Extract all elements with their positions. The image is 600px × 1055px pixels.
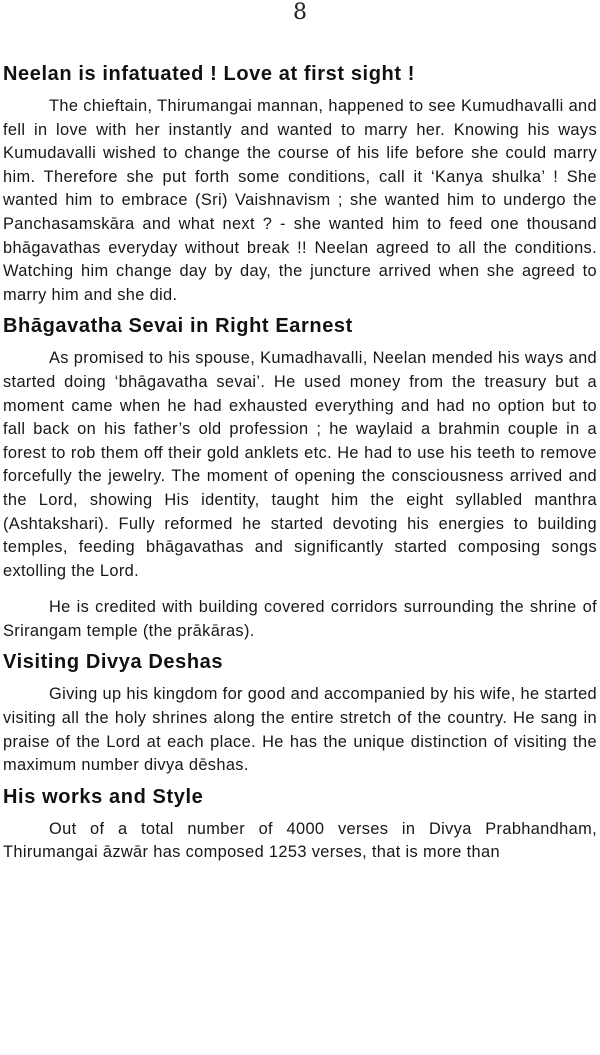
section-heading-bhagavatha-sevai: Bhāgavatha Sevai in Right Earnest	[3, 315, 353, 338]
paragraph-works-and-style: Out of a total number of 4000 verses in Divya Prabhandham, Thirumangai āzwār has composed 1253 verses, that is more than	[3, 819, 597, 862]
paragraph-visiting-divya-deshas: Giving up his kingdom for good and accompanied by his wife, he started visiting all the holy shrines along the entire stretch of the country. He sang in praise of the Lord at each place. He has the unique distinction of visiting the maximum number divya dēshas.	[3, 685, 597, 775]
section-heading-love-at-first-sight: Neelan is infatuated ! Love at first sight !	[3, 63, 416, 85]
paragraph-covered-corridors: He is credited with building covered corridors surrounding the shrine of Srirangam temple (the prākāras).	[3, 598, 597, 640]
paragraph-bhagavatha-sevai: As promised to his spouse, Kumadhavalli, Neelan mended his ways and started doing ‘bhāgavatha sevai’. He used money from the treasury but a moment came when he had exhausted everything and had no option but to fall back on his father’s old profession ; he waylaid a brahmin couple in a forest to rob them off their gold anklets etc. He had to use his teeth to remove forcefully the jewelry. The moment of opening the consciousness arrived and the Lord, showing His identity, taught him the eight syllabled manthra (Ashtakshari). Fully reformed he started devoting his energies to building temples, feeding bhāgavathas and significantly started composing songs extolling the Lord.	[3, 349, 597, 580]
section-heading-works-and-style: His works and Style	[3, 785, 204, 808]
paragraph-love-at-first-sight: The chieftain, Thirumangai mannan, happened to see Kumudhavalli and fell in love with her instantly and wanted to marry her. Knowing his ways Kumudavalli wished to change the course of his life before she could marry him. Therefore she put forth some conditions, call it ‘Kanya shulka’ ! She wanted him to embrace (Sri) Vaishnavism ; she wanted him to undergo the Panchasamskāra and what next ? - she wanted him to feed one thousand bhāgavathas everyday without break !! Neelan agreed to all the conditions. Watching him change day by day, the juncture arrived when she agreed to marry him and she did.	[3, 97, 597, 304]
section-heading-visiting-divya-deshas: Visiting Divya Deshas	[3, 651, 224, 674]
page-content	[3, 56, 597, 865]
page-number: 8	[293, 0, 307, 25]
